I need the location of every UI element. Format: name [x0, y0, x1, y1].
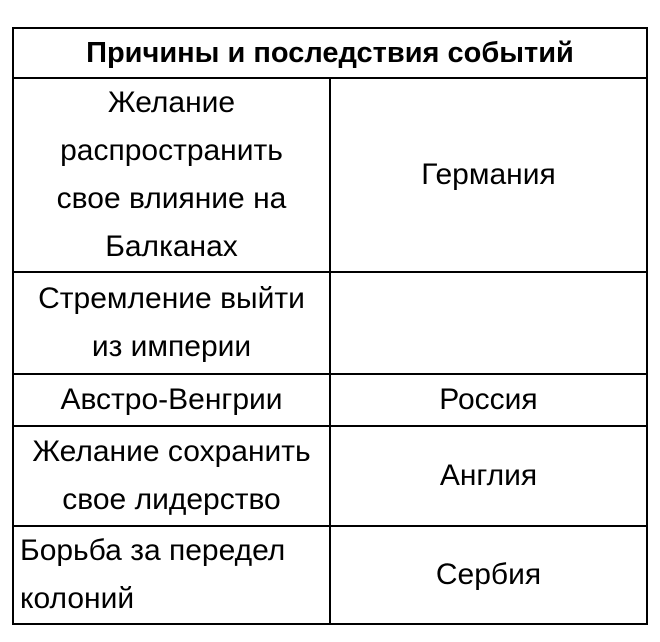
cell-text-line: распространить — [60, 134, 283, 167]
table-cell-country: Сербия — [330, 526, 647, 624]
cell-text-line: колоний — [20, 582, 135, 615]
cell-text-line: из империи — [91, 330, 252, 363]
table-cell-country: Англия — [330, 426, 647, 526]
table-header-row — [13, 28, 647, 78]
table-row — [13, 272, 647, 374]
cell-text-line: Борьба за передел — [20, 534, 286, 567]
table-cell-cause — [13, 272, 330, 374]
table-cell-cause — [13, 78, 330, 272]
cell-text-line: Желание сохранить — [32, 435, 311, 468]
causes-effects-table — [12, 27, 648, 625]
table-row — [13, 78, 647, 272]
table-cell-cause — [13, 374, 330, 426]
cell-text-line: свое влияние на — [56, 182, 287, 215]
table-row — [13, 526, 647, 624]
table-cell-country: Германия — [330, 78, 647, 272]
cell-text-line: Австро-Венгрии — [60, 383, 283, 416]
cell-text-line: Желание — [107, 86, 236, 119]
cell-text-line: свое лидерство — [62, 483, 281, 516]
cell-text-line: Балканах — [105, 230, 238, 263]
cell-text-line: Стремление выйти — [38, 282, 305, 315]
table-cell-cause — [13, 426, 330, 526]
table-row — [13, 426, 647, 526]
table-cell-cause — [13, 526, 330, 624]
table-cell-country — [330, 272, 647, 374]
table-title: Причины и последствия событий — [13, 28, 647, 78]
table-cell-country: Россия — [330, 374, 647, 426]
table-row — [13, 374, 647, 426]
